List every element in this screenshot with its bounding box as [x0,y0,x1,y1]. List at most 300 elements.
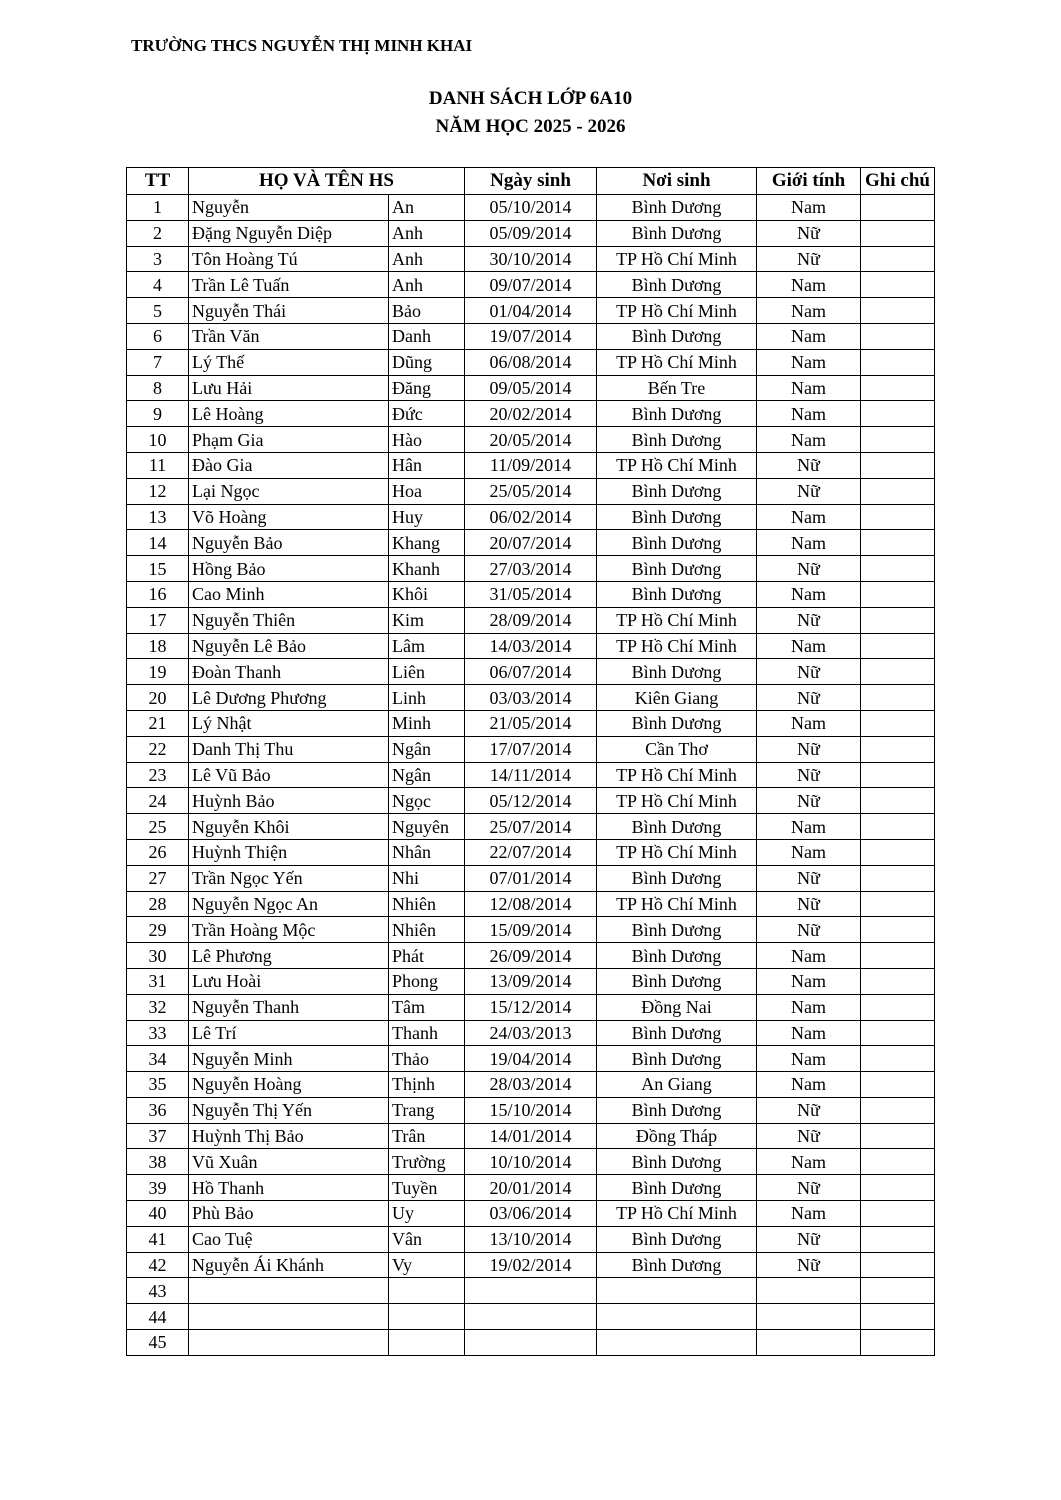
given-name-cell: Uy [389,1201,465,1227]
surname-cell: Danh Thị Thu [189,736,389,762]
table-row [127,917,935,943]
dob-cell: 07/01/2014 [465,865,597,891]
tt-cell: 26 [127,839,189,865]
dob-cell: 20/07/2014 [465,530,597,556]
gender-cell: Nữ [757,1175,861,1201]
dob-cell: 14/11/2014 [465,762,597,788]
gender-cell: Nam [757,1149,861,1175]
gender-cell: Nữ [757,1226,861,1252]
note-cell [861,1304,935,1330]
given-name-cell: Vân [389,1226,465,1252]
table-row [127,272,935,298]
given-name-cell: Đức [389,401,465,427]
pob-cell: Đồng Tháp [597,1123,757,1149]
dob-cell: 14/01/2014 [465,1123,597,1149]
table-row [127,556,935,582]
surname-cell: Đoàn Thanh [189,659,389,685]
table-row [127,452,935,478]
gender-cell: Nữ [757,607,861,633]
dob-cell: 26/09/2014 [465,943,597,969]
gender-cell [757,1304,861,1330]
table-row [127,1097,935,1123]
table-row [127,246,935,272]
given-name-cell: Tâm [389,994,465,1020]
given-name-cell: Phong [389,968,465,994]
gender-cell: Nam [757,839,861,865]
pob-cell: Bình Dương [597,710,757,736]
given-name-cell: Nhân [389,839,465,865]
pob-cell: TP Hồ Chí Minh [597,298,757,324]
note-cell [861,633,935,659]
dob-cell [465,1278,597,1304]
table-row [127,788,935,814]
table-row [127,478,935,504]
note-cell [861,272,935,298]
table-row [127,298,935,324]
tt-cell: 40 [127,1201,189,1227]
pob-cell: Bình Dương [597,195,757,221]
gender-cell: Nữ [757,659,861,685]
note-cell [861,736,935,762]
table-header-row [127,168,935,195]
dob-cell: 10/10/2014 [465,1149,597,1175]
student-table [126,167,935,1356]
pob-cell: TP Hồ Chí Minh [597,839,757,865]
tt-cell: 36 [127,1097,189,1123]
tt-cell: 4 [127,272,189,298]
pob-cell [597,1330,757,1356]
pob-cell [597,1304,757,1330]
table-row [127,1175,935,1201]
surname-cell: Hồ Thanh [189,1175,389,1201]
gender-cell: Nam [757,1046,861,1072]
note-cell [861,839,935,865]
dob-cell: 06/07/2014 [465,659,597,685]
given-name-cell: Phát [389,943,465,969]
table-row [127,220,935,246]
tt-cell: 25 [127,814,189,840]
tt-cell: 32 [127,994,189,1020]
tt-cell: 1 [127,195,189,221]
pob-cell: Bình Dương [597,1020,757,1046]
surname-cell: Lý Nhật [189,710,389,736]
dob-cell: 20/05/2014 [465,427,597,453]
given-name-cell: Khang [389,530,465,556]
surname-cell [189,1304,389,1330]
table-row [127,1020,935,1046]
table-row [127,968,935,994]
tt-cell: 35 [127,1072,189,1098]
pob-cell: Bình Dương [597,323,757,349]
surname-cell: Võ Hoàng [189,504,389,530]
pob-cell: TP Hồ Chí Minh [597,891,757,917]
table-row [127,530,935,556]
note-cell [861,762,935,788]
gender-cell: Nam [757,994,861,1020]
surname-cell: Nguyễn [189,195,389,221]
table-row [127,865,935,891]
pob-cell: Bình Dương [597,220,757,246]
given-name-cell: Ngọc [389,788,465,814]
header-dob: Ngày sinh [465,168,597,195]
given-name-cell: Linh [389,685,465,711]
table-row [127,1123,935,1149]
gender-cell: Nam [757,323,861,349]
gender-cell: Nữ [757,246,861,272]
note-cell [861,349,935,375]
note-cell [861,814,935,840]
table-row [127,427,935,453]
surname-cell [189,1330,389,1356]
note-cell [861,968,935,994]
dob-cell: 15/12/2014 [465,994,597,1020]
school-name: TRƯỜNG THCS NGUYỄN THỊ MINH KHAI [131,36,473,55]
surname-cell: Trần Hoàng Mộc [189,917,389,943]
given-name-cell: Hoa [389,478,465,504]
tt-cell: 42 [127,1252,189,1278]
table-row [127,1201,935,1227]
gender-cell: Nam [757,633,861,659]
note-cell [861,452,935,478]
tt-cell: 19 [127,659,189,685]
header-name: HỌ VÀ TÊN HS [189,168,465,195]
note-cell [861,943,935,969]
dob-cell: 09/05/2014 [465,375,597,401]
table-row [127,633,935,659]
given-name-cell: Trường [389,1149,465,1175]
pob-cell: TP Hồ Chí Minh [597,349,757,375]
header-note: Ghi chú [861,168,935,195]
dob-cell: 11/09/2014 [465,452,597,478]
tt-cell: 13 [127,504,189,530]
school-year: NĂM HỌC 2025 - 2026 [435,116,626,137]
tt-cell: 41 [127,1226,189,1252]
surname-cell: Trần Lê Tuấn [189,272,389,298]
given-name-cell: Hào [389,427,465,453]
tt-cell: 20 [127,685,189,711]
surname-cell: Nguyễn Thị Yến [189,1097,389,1123]
pob-cell: TP Hồ Chí Minh [597,1201,757,1227]
note-cell [861,1097,935,1123]
note-cell [861,788,935,814]
given-name-cell: Thảo [389,1046,465,1072]
surname-cell: Huỳnh Thị Bảo [189,1123,389,1149]
pob-cell: TP Hồ Chí Minh [597,607,757,633]
given-name-cell: Ngân [389,762,465,788]
gender-cell: Nam [757,349,861,375]
note-cell [861,1278,935,1304]
tt-cell: 29 [127,917,189,943]
dob-cell: 20/02/2014 [465,401,597,427]
tt-cell: 5 [127,298,189,324]
dob-cell: 30/10/2014 [465,246,597,272]
surname-cell: Lê Trí [189,1020,389,1046]
surname-cell: Trần Ngọc Yến [189,865,389,891]
dob-cell: 06/08/2014 [465,349,597,375]
tt-cell: 37 [127,1123,189,1149]
pob-cell: Bình Dương [597,943,757,969]
gender-cell: Nữ [757,556,861,582]
note-cell [861,556,935,582]
note-cell [861,685,935,711]
dob-cell: 05/09/2014 [465,220,597,246]
table-row [127,943,935,969]
given-name-cell: Kim [389,607,465,633]
note-cell [861,246,935,272]
note-cell [861,195,935,221]
dob-cell: 15/10/2014 [465,1097,597,1123]
gender-cell [757,1278,861,1304]
gender-cell: Nam [757,1020,861,1046]
surname-cell: Phạm Gia [189,427,389,453]
note-cell [861,1175,935,1201]
pob-cell: Bình Dương [597,1046,757,1072]
tt-cell: 27 [127,865,189,891]
gender-cell: Nữ [757,762,861,788]
pob-cell: Bình Dương [597,581,757,607]
surname-cell [189,1278,389,1304]
tt-cell: 28 [127,891,189,917]
surname-cell: Nguyễn Minh [189,1046,389,1072]
surname-cell: Hồng Bảo [189,556,389,582]
note-cell [861,375,935,401]
gender-cell: Nam [757,581,861,607]
table-row [127,839,935,865]
pob-cell: An Giang [597,1072,757,1098]
surname-cell: Nguyễn Thanh [189,994,389,1020]
given-name-cell [389,1278,465,1304]
gender-cell: Nam [757,272,861,298]
surname-cell: Cao Tuệ [189,1226,389,1252]
pob-cell: Bình Dương [597,1252,757,1278]
note-cell [861,994,935,1020]
surname-cell: Phù Bảo [189,1201,389,1227]
dob-cell: 28/09/2014 [465,607,597,633]
table-row [127,323,935,349]
gender-cell: Nam [757,710,861,736]
given-name-cell: Huy [389,504,465,530]
note-cell [861,659,935,685]
pob-cell: Bình Dương [597,814,757,840]
tt-cell: 34 [127,1046,189,1072]
surname-cell: Lê Vũ Bảo [189,762,389,788]
dob-cell: 03/03/2014 [465,685,597,711]
given-name-cell: Bảo [389,298,465,324]
surname-cell: Đặng Nguyễn Diệp [189,220,389,246]
given-name-cell: Khôi [389,581,465,607]
surname-cell: Nguyễn Hoàng [189,1072,389,1098]
gender-cell: Nam [757,968,861,994]
dob-cell: 19/07/2014 [465,323,597,349]
given-name-cell: Nguyên [389,814,465,840]
table-row [127,685,935,711]
gender-cell: Nữ [757,736,861,762]
surname-cell: Huỳnh Bảo [189,788,389,814]
surname-cell: Lưu Hoài [189,968,389,994]
given-name-cell: Anh [389,220,465,246]
given-name-cell: Nhiên [389,891,465,917]
note-cell [861,710,935,736]
note-cell [861,504,935,530]
tt-cell: 24 [127,788,189,814]
dob-cell: 05/12/2014 [465,788,597,814]
table-row [127,401,935,427]
given-name-cell: Anh [389,272,465,298]
given-name-cell: Trang [389,1097,465,1123]
given-name-cell: Thịnh [389,1072,465,1098]
pob-cell: Bình Dương [597,1097,757,1123]
pob-cell: Đồng Nai [597,994,757,1020]
surname-cell: Cao Minh [189,581,389,607]
pob-cell: Kiên Giang [597,685,757,711]
surname-cell: Huỳnh Thiện [189,839,389,865]
table-row [127,581,935,607]
gender-cell: Nam [757,401,861,427]
tt-cell: 43 [127,1278,189,1304]
pob-cell: TP Hồ Chí Minh [597,246,757,272]
surname-cell: Vũ Xuân [189,1149,389,1175]
given-name-cell: Đăng [389,375,465,401]
tt-cell: 45 [127,1330,189,1356]
surname-cell: Nguyễn Lê Bảo [189,633,389,659]
given-name-cell: Tuyền [389,1175,465,1201]
tt-cell: 9 [127,401,189,427]
tt-cell: 6 [127,323,189,349]
note-cell [861,1046,935,1072]
dob-cell: 15/09/2014 [465,917,597,943]
dob-cell: 21/05/2014 [465,710,597,736]
dob-cell: 17/07/2014 [465,736,597,762]
table-row [127,349,935,375]
tt-cell: 38 [127,1149,189,1175]
dob-cell: 19/04/2014 [465,1046,597,1072]
surname-cell: Lê Phương [189,943,389,969]
table-row [127,659,935,685]
gender-cell [757,1330,861,1356]
given-name-cell: An [389,195,465,221]
table-row [127,1072,935,1098]
gender-cell: Nam [757,375,861,401]
tt-cell: 10 [127,427,189,453]
gender-cell: Nam [757,530,861,556]
pob-cell [597,1278,757,1304]
table-row [127,1149,935,1175]
pob-cell: Bình Dương [597,427,757,453]
table-row [127,1226,935,1252]
header-gender: Giới tính [757,168,861,195]
table-row [127,814,935,840]
dob-cell: 24/03/2013 [465,1020,597,1046]
tt-cell: 21 [127,710,189,736]
tt-cell: 16 [127,581,189,607]
surname-cell: Lại Ngọc [189,478,389,504]
gender-cell: Nam [757,195,861,221]
gender-cell: Nữ [757,478,861,504]
table-row [127,710,935,736]
pob-cell: Cần Thơ [597,736,757,762]
table-row [127,195,935,221]
list-title: DANH SÁCH LỚP 6A10 [428,88,633,109]
table-row [127,375,935,401]
note-cell [861,1252,935,1278]
dob-cell: 25/05/2014 [465,478,597,504]
surname-cell: Lưu Hải [189,375,389,401]
tt-cell: 39 [127,1175,189,1201]
given-name-cell: Anh [389,246,465,272]
table-row [127,1278,935,1304]
dob-cell: 06/02/2014 [465,504,597,530]
note-cell [861,1123,935,1149]
table-row [127,994,935,1020]
given-name-cell: Nhiên [389,917,465,943]
table-row [127,607,935,633]
tt-cell: 33 [127,1020,189,1046]
dob-cell: 25/07/2014 [465,814,597,840]
tt-cell: 2 [127,220,189,246]
dob-cell: 22/07/2014 [465,839,597,865]
gender-cell: Nữ [757,788,861,814]
surname-cell: Nguyễn Ngọc An [189,891,389,917]
gender-cell: Nữ [757,917,861,943]
header-pob: Nơi sinh [597,168,757,195]
gender-cell: Nữ [757,685,861,711]
table-row [127,736,935,762]
pob-cell: TP Hồ Chí Minh [597,452,757,478]
note-cell [861,917,935,943]
tt-cell: 30 [127,943,189,969]
table-row [127,1046,935,1072]
given-name-cell [389,1304,465,1330]
tt-cell: 3 [127,246,189,272]
gender-cell: Nữ [757,891,861,917]
table-row [127,504,935,530]
given-name-cell: Danh [389,323,465,349]
surname-cell: Trần Văn [189,323,389,349]
tt-cell: 44 [127,1304,189,1330]
gender-cell: Nữ [757,1252,861,1278]
given-name-cell: Dũng [389,349,465,375]
surname-cell: Tôn Hoàng Tú [189,246,389,272]
gender-cell: Nữ [757,220,861,246]
dob-cell [465,1330,597,1356]
given-name-cell: Lâm [389,633,465,659]
dob-cell: 14/03/2014 [465,633,597,659]
given-name-cell: Vy [389,1252,465,1278]
table-row [127,1304,935,1330]
given-name-cell: Khanh [389,556,465,582]
dob-cell: 20/01/2014 [465,1175,597,1201]
pob-cell: TP Hồ Chí Minh [597,788,757,814]
tt-cell: 8 [127,375,189,401]
note-cell [861,891,935,917]
pob-cell: Bến Tre [597,375,757,401]
gender-cell: Nữ [757,1123,861,1149]
note-cell [861,581,935,607]
given-name-cell: Nhi [389,865,465,891]
gender-cell: Nam [757,1072,861,1098]
surname-cell: Lê Hoàng [189,401,389,427]
surname-cell: Lý Thế [189,349,389,375]
given-name-cell: Thanh [389,1020,465,1046]
dob-cell [465,1304,597,1330]
dob-cell: 13/09/2014 [465,968,597,994]
tt-cell: 14 [127,530,189,556]
dob-cell: 27/03/2014 [465,556,597,582]
tt-cell: 15 [127,556,189,582]
note-cell [861,478,935,504]
surname-cell: Đào Gia [189,452,389,478]
dob-cell: 28/03/2014 [465,1072,597,1098]
